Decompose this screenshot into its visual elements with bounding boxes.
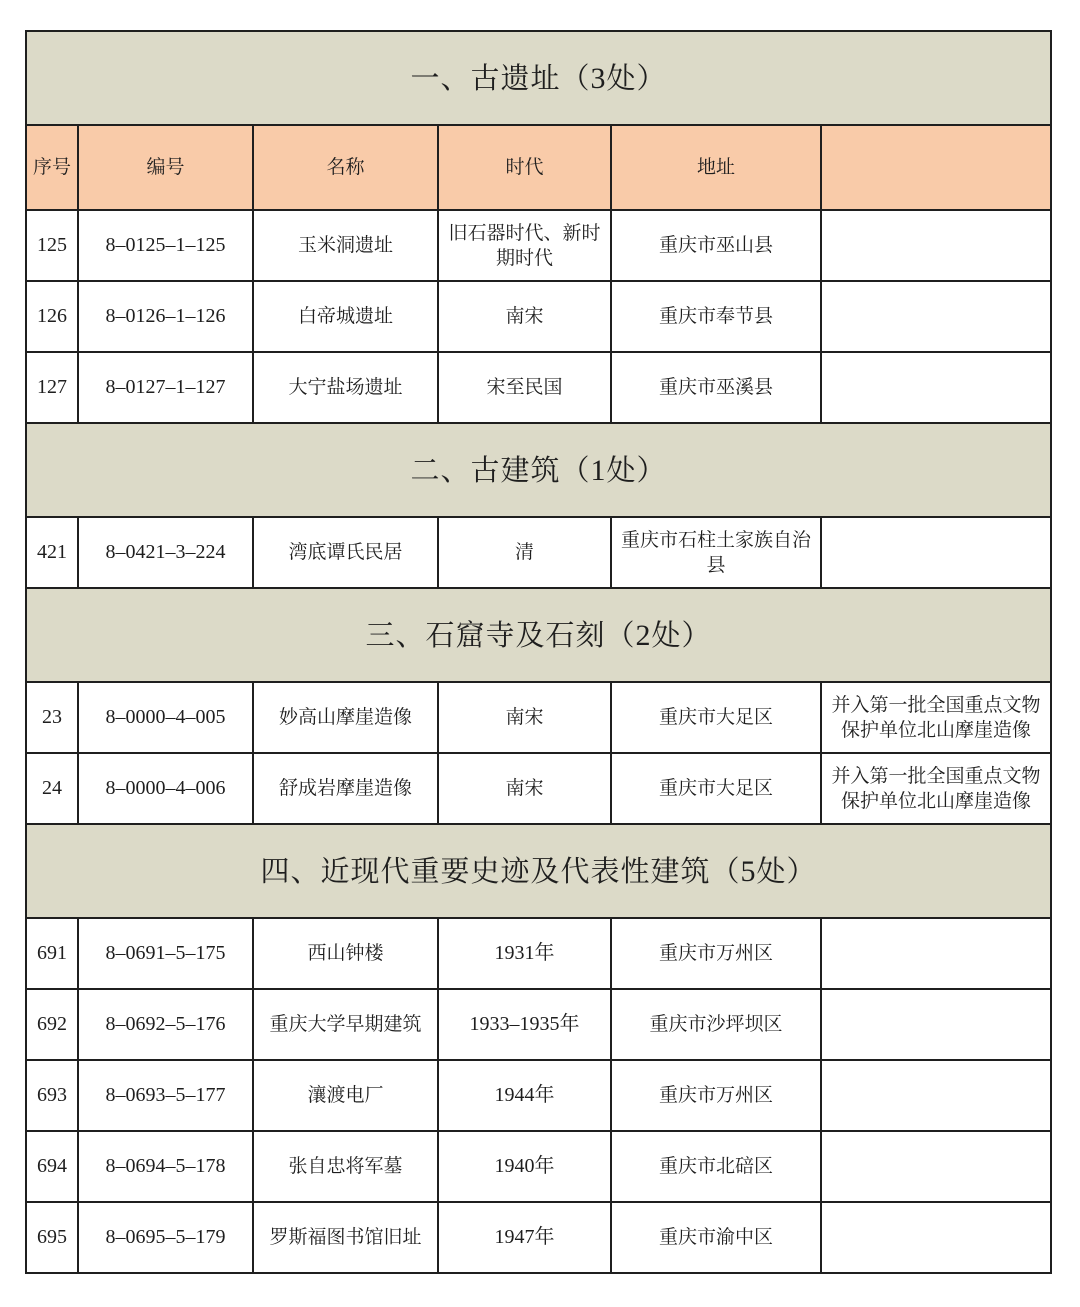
cell-name: 妙高山摩崖造像 (253, 682, 438, 753)
cell-name: 瀼渡电厂 (253, 1060, 438, 1131)
cell-era: 宋至民国 (438, 352, 611, 423)
cell-code: 8–0421–3–224 (78, 517, 253, 588)
cell-era: 旧石器时代、新时期时代 (438, 210, 611, 281)
section-title-text: 二、古建筑（ (410, 452, 591, 487)
column-header-note (821, 125, 1051, 210)
cell-note (821, 989, 1051, 1060)
cell-address: 重庆市大足区 (611, 753, 821, 824)
table-row (26, 918, 1051, 989)
cell-code: 8–0694–5–178 (78, 1131, 253, 1202)
column-header-seq: 序号 (26, 125, 78, 210)
cell-note (821, 281, 1051, 352)
cell-code: 8–0695–5–179 (78, 1202, 253, 1273)
cell-seq: 694 (26, 1131, 78, 1202)
section-title-suffix: 处） (606, 452, 667, 487)
table-row (26, 989, 1051, 1060)
cell-era: 1931年 (438, 918, 611, 989)
cell-era: 南宋 (438, 753, 611, 824)
column-header-address: 地址 (611, 125, 821, 210)
heritage-sites-table (25, 30, 1052, 1274)
cell-address: 重庆市北碚区 (611, 1131, 821, 1202)
cell-seq: 127 (26, 352, 78, 423)
section-header-row (26, 423, 1051, 517)
cell-name: 湾底谭氏民居 (253, 517, 438, 588)
table-row (26, 682, 1051, 753)
section-title-text: 四、近现代重要史迹及代表性建筑（ (260, 853, 741, 888)
cell-code: 8–0000–4–005 (78, 682, 253, 753)
cell-note (821, 1202, 1051, 1273)
table-row (26, 517, 1051, 588)
cell-address: 重庆市石柱土家族自治县 (611, 517, 821, 588)
cell-note (821, 210, 1051, 281)
cell-code: 8–0127–1–127 (78, 352, 253, 423)
cell-era: 1933–1935年 (438, 989, 611, 1060)
cell-address: 重庆市沙坪坝区 (611, 989, 821, 1060)
heritage-table-document (25, 30, 1050, 1274)
section-title (26, 824, 1051, 918)
section-title-suffix: 处） (606, 60, 667, 95)
cell-name: 白帝城遗址 (253, 281, 438, 352)
table-row (26, 210, 1051, 281)
table-row (26, 753, 1051, 824)
section-count: 5 (740, 854, 757, 888)
section-title-suffix: 处） (756, 853, 817, 888)
table-row (26, 1060, 1051, 1131)
cell-era: 1940年 (438, 1131, 611, 1202)
cell-name: 西山钟楼 (253, 918, 438, 989)
cell-address: 重庆市渝中区 (611, 1202, 821, 1273)
section-title-text: 一、古遗址（ (410, 60, 591, 95)
table-row (26, 281, 1051, 352)
cell-name: 玉米洞遗址 (253, 210, 438, 281)
table-row (26, 1131, 1051, 1202)
cell-era: 南宋 (438, 682, 611, 753)
cell-note: 并入第一批全国重点文物保护单位北山摩崖造像 (821, 682, 1051, 753)
cell-code: 8–0692–5–176 (78, 989, 253, 1060)
cell-address: 重庆市万州区 (611, 918, 821, 989)
cell-address: 重庆市大足区 (611, 682, 821, 753)
cell-note (821, 352, 1051, 423)
cell-era: 1944年 (438, 1060, 611, 1131)
section-count: 3 (590, 61, 607, 95)
cell-note (821, 1131, 1051, 1202)
section-title-text: 三、石窟寺及石刻（ (365, 617, 636, 652)
cell-seq: 692 (26, 989, 78, 1060)
section-header-row (26, 588, 1051, 682)
cell-era: 清 (438, 517, 611, 588)
section-header-row (26, 31, 1051, 125)
cell-code: 8–0126–1–126 (78, 281, 253, 352)
cell-seq: 24 (26, 753, 78, 824)
cell-seq: 695 (26, 1202, 78, 1273)
cell-address: 重庆市巫溪县 (611, 352, 821, 423)
cell-code: 8–0693–5–177 (78, 1060, 253, 1131)
cell-name: 舒成岩摩崖造像 (253, 753, 438, 824)
cell-seq: 691 (26, 918, 78, 989)
column-header-row (26, 125, 1051, 210)
cell-address: 重庆市万州区 (611, 1060, 821, 1131)
cell-note (821, 517, 1051, 588)
section-header-row (26, 824, 1051, 918)
column-header-era: 时代 (438, 125, 611, 210)
section-title (26, 588, 1051, 682)
cell-code: 8–0691–5–175 (78, 918, 253, 989)
section-title (26, 423, 1051, 517)
cell-era: 南宋 (438, 281, 611, 352)
column-header-code: 编号 (78, 125, 253, 210)
cell-note: 并入第一批全国重点文物保护单位北山摩崖造像 (821, 753, 1051, 824)
cell-seq: 421 (26, 517, 78, 588)
cell-era: 1947年 (438, 1202, 611, 1273)
cell-note (821, 1060, 1051, 1131)
section-count: 1 (590, 453, 607, 487)
table-row (26, 1202, 1051, 1273)
cell-seq: 693 (26, 1060, 78, 1131)
cell-name: 罗斯福图书馆旧址 (253, 1202, 438, 1273)
table-row (26, 352, 1051, 423)
section-title (26, 31, 1051, 125)
section-title-suffix: 处） (651, 617, 712, 652)
table-body (26, 31, 1051, 1273)
cell-name: 大宁盐场遗址 (253, 352, 438, 423)
cell-seq: 23 (26, 682, 78, 753)
cell-code: 8–0125–1–125 (78, 210, 253, 281)
cell-name: 重庆大学早期建筑 (253, 989, 438, 1060)
cell-address: 重庆市巫山县 (611, 210, 821, 281)
cell-note (821, 918, 1051, 989)
cell-name: 张自忠将军墓 (253, 1131, 438, 1202)
cell-address: 重庆市奉节县 (611, 281, 821, 352)
cell-seq: 126 (26, 281, 78, 352)
cell-seq: 125 (26, 210, 78, 281)
section-count: 2 (635, 618, 652, 652)
column-header-name: 名称 (253, 125, 438, 210)
cell-code: 8–0000–4–006 (78, 753, 253, 824)
